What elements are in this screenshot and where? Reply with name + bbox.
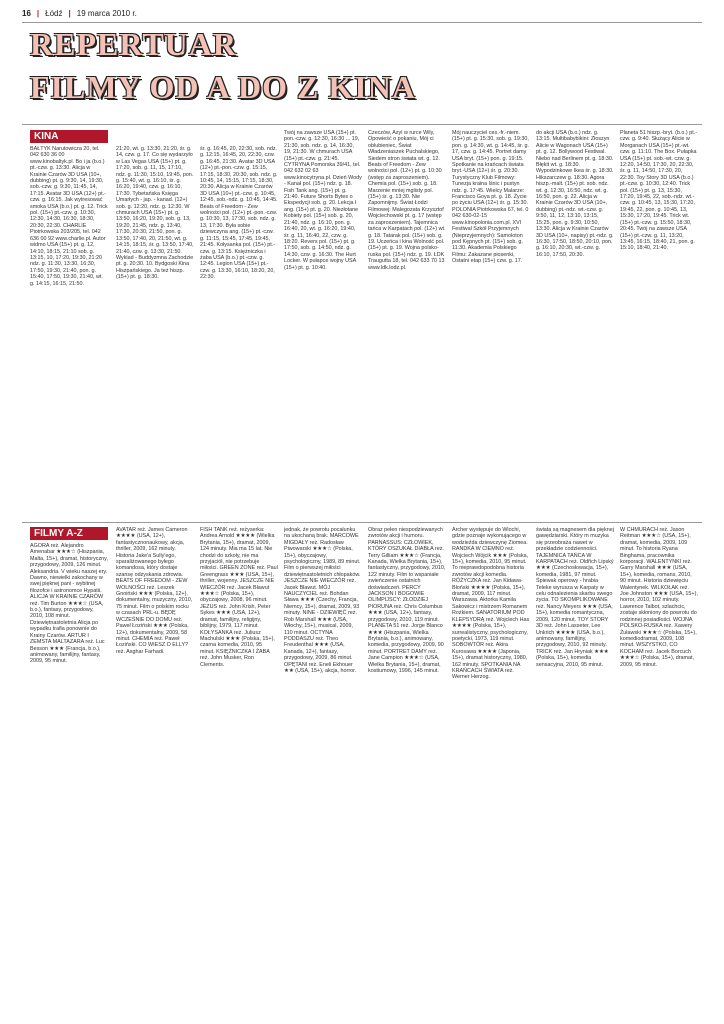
kina-column-4: Twój na zawsze USA (15+) pt. pon.-czw. g. 12:30, 16:30 ... 19, 21:30, sob. ndz. g. 14, 16:30, 19, 21:30. W chmurach USA (15+) pt.-czw. g. 21:45. CYTRYNA Pomorska 39/41, tel. 042 632 02 63 www.kinocytryna.pl. Dzień Wody - Kanał pol. (15+) ndz. g. 18. Fish Tank ang. (15+) pt. g. 21:40. Future Shorts Bytes o Ekspedycji sob. g. 20. Lekcja ł ang. (15+) pt. g. 20. Niezłotane Kobiety pol. (15+) sob. g. 20, 21:40, ndz. g. 16:10, pon. g. 16:40, 20, wt. g. 16:20, 19:40, śr. g. 11, 16:40, 22, czw. g. 18:20. Revers pol. (15+) pt. g. 17:50, sob. g. 14:50, ndz. g. 14:30, czw. g. 16:30. The Hurt Locker. W pułapce wojny USA (15+) pt. g. 10:40. <box>284 130 362 271</box>
header-date: 19 marca 2010 r. <box>76 8 137 18</box>
page-header <box>22 6 702 20</box>
filmy-column-5: Obraz pełen niespodziewanych zwrotów akcji i humoru. PARNASSUS: CZŁOWIEK, KTÓRY OSZUKAŁ DIABŁA reż. Terry Gilliam ★★★☆ (Francja, Kanada, Wielka Brytania, 15+), fantastyczny, przygodowy, 2010, 122 minuty. Film to wspaniałe zwieńczenie ostatnich doświadczeń. PERCY JACKSON I BOGOWIE OLIMPIJSCY: ZŁODZIEJ PIORUNA reż. Chris Columbus ★★★ (USA, 12+), fantasy, przygodowy, 2010, 119 minut. PLANETA 51 reż. Jorge Blanco ★★★ (Hiszpania, Wielka Brytania, b.o.), animowany, komedia, przygodowy, 2009, 90 minut. PORTRET DAMY reż. Jane Campion ★★★☆ (USA, Wielka Brytania, 15+), dramat, kostiumowy, 1996, 145 minut. <box>368 527 446 674</box>
kina-column-8: Planeta 51 hiszp.-bryt. (b.o.) pt.-czw. g. 9:40. Służący Alicie w Morganach USA (15+) pt.-wt. czw. g. 11:10. The Box. Pułapka USA (15+) pt. sob.-wt. czw. g. 12:20, 14:50, 17:30, 20, 22:30, śr. g. 11, 14:50, 17:30, 20, 22:30. Toy Story 3D USA (b.o.) pt.-czw. g. 10:30, 12:40. Trick pol. (15+) pt. g. 13, 15:30, 17:20, 19:45, 22, sob.-ndz. wt.-czw. g. 10:45, 13, 15:30, 17:20, 19:45, 22, pon. g. 10:45, 13, 15:30, 17:20, 19:45. Trick wt. (15+) pt.-czw. g. 15:50, 18:30, 20:45. Twój na zawsze USA (15+) pt.-czw. g. 11, 13:20, 13:45, 16:15, 18:40, 21, pon. g. 15:10, 18:40, 21:40. <box>620 130 698 252</box>
section-header-kina: KINA <box>30 130 108 143</box>
section-divider <box>22 522 702 523</box>
filmy-column-6: Archer występuje do Wiochi, gdzie poznaje wykonującego w wodzieźda dziewczynę Ziomea. RANDKA W CIEMNO reż. Wojciech Wójcik ★★★ (Polska, 15+), komedia, 2010, 95 minut. To nieprawdopodobna historia zwrotów akcji komedia. RÓŻYCZKA reż. Jan Kidawa-Błoński ★★★★ (Polska, 15+), dramat, 2009, 117 minut. Warszawa. Aktorka Kamila Sakowicz i mistrzem Romanem Rożkiem. SANATORIUM POD KLEPSYDRĄ reż. Wojciech Has ★★★★ (Polska, 15+), surrealistyczny, psychologiczny, poetycki, 1973, 119 minut. SOBOWTÓR reż. Akira Kurosawa ★★★★ (Japonia, 15+), dramat historyczny, 1980, 162 minuty. SPOTKANIA NA KRAŃCACH ŚWIATA reż. Werner Herzog. <box>452 527 530 681</box>
kina-column-6: Mój nauczyciel ces.-fr.-niem. (15+) pt. g. 15:30, sob. g. 19:30, pon. g. 14:30, wt. g. 14:45, śr. g. 17, czw. g. 14:45. Portret damy USA bryt. (15+) pon. g. 19:15. Spotkanie na krańcach świata bryt.-USA (12+) śr. g. 20:30. Turystyczny Klub Filmowy: Tunezja kraina lśnic i pustyn ndz. g. 17:45. Wielcy Malarze: Francisco Goya pt. g. 18. Życie po życiu USA (12+) śr. g. 15:30. POLONIA Piotrkowska 67, tel. 0 042 630-02-15 www.kinopolonia.com.pl. XVI Festiwal Szkół Przyjemnych (Nieprzyjemnych): Samoloton pod Kępnych pt. (15+) sob. g. 11:30. Akademia Polskiego Filmu: Zakazane piosenki, Ostatni etap (15+) czw. g. 17. <box>452 130 530 265</box>
filmy-column-1: AGORA reż. Alejandro Amenabar ★★★☆ (Hiszpania, Malta, 15+), dramat, historyczny, przygodowy, 2009, 126 minut. Aleksandria. V wieku naszej ery. Dawno, niewielki zakochany w swej pięknej pani - wybitnej filozofce i astronomce Hypatii. ALICJA W KRAINIE CZARÓW reż. Tim Burton ★★★☆ (USA, b.o.), fantasy, przygodowy, 2010, 108 minut. Dziewiętnastoletnia Alicja po wypadku trafia ponownie do Krainy Czarów. ARTUR I ZEMSTA MALTAZARA reż. Luc Besson ★★★ (Francja, b.o.), animowany, familijny, fantasy, 2009, 95 minut. <box>30 543 108 665</box>
filmy-column-3: FISH TANK reż. reżyserka: Andrea Arnold ★★★★ (Wielka Brytania, 15+), dramat, 2009, 124 minuty. Mia ma 15 lat. Nie chodzi do szkoły, nie ma przyjaciół, nie potrzebuje miłości. GREEN ZONE reż. Paul Greengrass ★★★ (USA, 15+), thriller, wojenny. JESZCZE NIE WIECZÓR reż. Jacek Bławut ★★★☆ (Polska, 15+), obyczajowy, 2008, 96 minut. JEZUS reż. John Krish, Peter Sykes ★★★ (USA, 12+), dramat, familijny, religijny, biblijny, 1979, 117 minut. KOŁYSANKA reż. Juliusz Machulski ★★★ (Polska, 15+), czarna komedia, 2010, 95 minut. KSIĘŻNICZKA I ŻABA reż. John Musker, Ron Clements. <box>200 527 278 668</box>
filmy-column-4: jednak, że powrotu pocałunku na ukochaną brak. MARCOWE MIGDAŁY reż. Radosław Piwowarski ★★★☆ (Polska, 15+), obyczajowy, psychologiczny, 1989, 89 minut. Film o pierwszej miłości dziewiętnastoletnich chłopaków. JESZCZE NIE WIECZÓR reż. Jacek Bławut. MÓJ NAUCZYCIEL reż. Bohdan Sława ★★★ (Czechy, Francja, Niemcy, 15+), dramat, 2009, 93 minuty. NINE - DZIEWIĘĆ reż. Rob Marshall ★★★ (USA, Włochy, 15+), musical, 2009, 110 minut. OCTYNA PODDASZU reż. Theo Freudenthal ★★★ (USA, Kanada, 12+), fantasy, przygodowy, 2009, 86 minut. OPĘTANI reż. Eneli Ekhouer ★★ (USA, 15+), akcja, horror. <box>284 527 361 674</box>
section-divider <box>22 124 702 125</box>
header-separator: | <box>68 8 71 18</box>
filmy-column-8: W CHMURACH reż. Jason Reitman ★★★☆ (USA, 15+), dramat, komedia, 2009, 109 minut. To historia Ryana Binghama, pracownika korporacji. WALENTYNKI reż. Garry Marshall ★★★ (USA, 15+), komedia, romans, 2010, 90 minut. Historia dziewięciu Walentynek. WILKOŁAK reż. Joe Johnston ★★★ (USA, 15+), horror, 2010, 102 minuty. Lawrence Talbot, szlachcic, zostaje skłoniony do powrotu do rodzinnej posiadłości. WOJNA POLSKO-RUSKA reż. Xawery Żuławski ★★★☆ (Polska, 15+), komediodramat, 2009, 108 minut. WSZYSTKO, CO KOCHAM reż. Jacek Borcuch ★★★☆ (Polska, 15+), dramat, 2009, 95 minut. <box>620 527 698 668</box>
section-header-filmy: FILMY A-Z <box>30 527 108 540</box>
kina-column-5: Czeczów, Azyl w rurce Wily, Opowieść o pokaniu, Mój ci oblubieniec, Świat Władzeniaszek Puchalskiego, Siedem stron świata wt. g. 12. Beats of Freedom - Zew wolności pol. (12+) pt. g. 10:30 (wstęp za zaproszeniem). Chemia pol. (15+) sob. g. 18. Marzenie mniej mglisty pol. (15+) śr. g. 13:30. Nie Zapomnijmy. Świat Łodzi Filmowej: Malegozata Krzysztof Wojciechowski pt. g. 17 (wstęp za zaproszeniem). Tajemnica tańca w Karpatach pol. (12+) wt. g. 18. Tatarak pol. (15+) sob. g. 19. Uczeńca i kina Wolność pol. (15+) pt. g. 19. Wojna polsko-ruska pol. (15+) ndz. g. 19. ŁDK Traugutta 18, tel. 042 633 70 13 www.ldk.lodz.pl. <box>368 130 446 271</box>
header-separator: | <box>36 8 40 18</box>
title-line-1: REPERTUAR <box>30 26 237 62</box>
header-rule <box>22 22 702 23</box>
header-city: Łódź <box>45 8 63 18</box>
title-line-2: FILMY OD A DO Z KINA <box>30 69 416 105</box>
kina-column-2: 21:20, wt. g. 13:30, 21:20, śr. g. 14, czw. g. 17. Co się wydarzyło w Las Vegas USA (15+) pt. g. 17:20, sob. g. 11, 15, 17:10, ndz. g. 11:30, 15:10, 19:45, pon. g. 15:40, wt. g. 16:10, śr. g. 16:20, 19:40, czw. g. 16:10, 17:30. Tybetańska Księga Umarłych - jap. - kanad. (12+) sob. g. 12:20, ndz. g. 12:30. W chmurach USA (15+) pt. g. 13:50, 16:20, 19:20, sob. g. 13, 19:20, 21:45, ndz. g. 13:40, 17:30, 20:30, 21:50, pon. g. 13:50, 17:40, 20, 21:50, wt. g. 14:15, 18:15, śr. g. 13:50, 17:40, 21:40, czw. g. 13:30, 21:50. Wyklad - Buddyzmna Zachodzie pt. g. 20:30. 10. Bydgoski Kina Hiszpańskiego. Ja też hiszp. (15+) pt. g. 18:30. <box>116 146 194 281</box>
filmy-column-2: AVATAR reż. James Cameron ★★★★ (USA, 12+), fantastycznonaukowy, akcja, thriller, 2009, 162 minuty. Historia Jake'a Sully'ego, sparaliżowanego byłego komandosa, który dostaje szansę odzyskania zdrowia. BEATS OF FREEDOM - ZEW WOLNOŚCI reż. Leszek Gnoiński ★★★ (Polska, 12+), dokumentalny, muzyczny, 2010, 75 minut. Film o polskim rocku w czasach PRL-u. BĘDĘ WCZEŚNIE DO DOMU reż. Paweł Łoziński ★★★ (Polska, 12+), dokumentalny, 2009, 58 minut. CHEMIA reż. Paweł Łoziński. CO WIESZ O ELLY? reż. Asghar Farhadi. <box>116 527 193 655</box>
kina-column-3: śr. g. 16:45, 20, 22:30, sob. ndz. g. 12:15, 16:45, 20, 22:30, czw. g. 16:45, 21:30. Avatar 3D USA (12+) pt.-pon.-czw. g. 15:15, 17:15, 18:30, 20:30, sob. ndz. g. 10:45, 14, 15:15, 17:15, 18:30, 20:30. Alicja w Krainie Czarów 3D USA (10+) pt.-czw. g. 10:45, 12:45, sob.-ndz. g. 10:45, 14:45. Beats of Freedom - Zew wolności pol. (12+) pt.-pon.-czw. g. 10:30, 13, 17:30, sob. ndz. g. 13, 17:30. Była sobie dziewczyna ang. (15+) pt.-czw. g. 11:15, 15:45, 17:45, 19:45, 21:45. Kołysanka pol. (15+) pt.-czw. g. 13:15. Księżniczka i żaba USA (b.o.) pt.-czw. g. 12:45. Legion USA (15+) pt.-czw. g. 13:30, 16:10, 18:20, 20, 22:30. <box>200 146 278 281</box>
page-title <box>30 26 710 118</box>
kina-column-7: do akcji USA (b.o.) ndz. g. 13:15. Multibabybikini: Złoszyn Alicie w Wagonach USA (15+) pt. g. 12. Bollywood Festiwal. Niebo nad Berlinem pt. g. 18:30. Błękit wt. g. 18:30. Wypodzinkowe Ikea śr. g. 18:30. Hikszarczew g. 18:30. Agora hiszp.-malt. (15+) pt. sob. ndz. wt. g. 12:30, 16:50, ndz. wt. g. 16:50, pon. g. 22. Alicja w Krainie Czarów 3D USA (10+, dubbing) pt.-ndz. wt.-czw. g. 9:50, 11, 12, 13:10, 13:15, 15:25, pon. g. 9:30, 10:50, 13:30. Alicja w Krainie Czarów 3D USA (10+, napisy) pt.-ndz. g. 16:30, 17:50, 18:50, 20:10, pon. g. 16:10, 20:30, wt.-czw. g. 16:10, 17:50, 20:30. <box>536 130 614 258</box>
filmy-column-7: świata są magnesem dla pięknej gawędziarski. Który m muzyka się przeobraża nawet w przekładzie codzienności. TAJEMNICA TAŃCA W KARPATACH reż. Oldřich Lipský ★★★ (Czechosłowacja, 15+), komedia, 1981, 97 minut. Śpiewak operowy - hrabia Teleke wyrusza w Karpaty w celu odnalezienia skarbu swego życia. TO SKOMPLIKOWANE reż. Nancy Meyers ★★★ (USA, 15+), komedia romantyczna, 2009, 120 minut. TOY STORY 3D reż. John Lasseter, Lee Unkrich ★★★★ (USA, b.o.), animowany, familijny, przygodowy, 2010, 92 minuty. TRICK reż. Jan Hryniak ★★★ (Polska, 15+), komedia sensacyjna, 2010, 95 minut. <box>536 527 614 668</box>
kina-column-1: BAŁTYK Narutowicza 20, tel. 042 630 36 00 www.kinobaltyk.pl. Bo i ja (b.o.) pt.-czw. g. 13:30. Alicja w Krainie Czarów 3D USA (10+, dubbing) pt. g. 9:30, 14, 19:30, sob.-czw. g. 9:30, 11:45, 14, 17:15. Avatar 3D USA (12+) pt.-czw. g. 16:15. Jak wytresować smoka USA (b.o.) pt. g. 12. Trick pol. (15+) pt.-czw. g. 10:30, 12:30, 14:30, 16:30, 18:30, 20:30, 22:30. CHARLIE Piotrkowska 203/205, tel. 042 636 00 92 www.charlie.pl. Autor widmo USA (15+) pt. g. 12, 14:10, 18:15, 21:10 sob. g. 13:15, 10, 17:20, 19:30, 21:20 ndz. g. 11:30, 13:30, 16:30, 17:50, 19:30, 21:40, pon. g. 15:40, 17:50, 19:30, 21:40, wt. g. 14:15, 16:15, 21:50. <box>30 146 108 287</box>
page-number: 16 <box>22 8 31 18</box>
